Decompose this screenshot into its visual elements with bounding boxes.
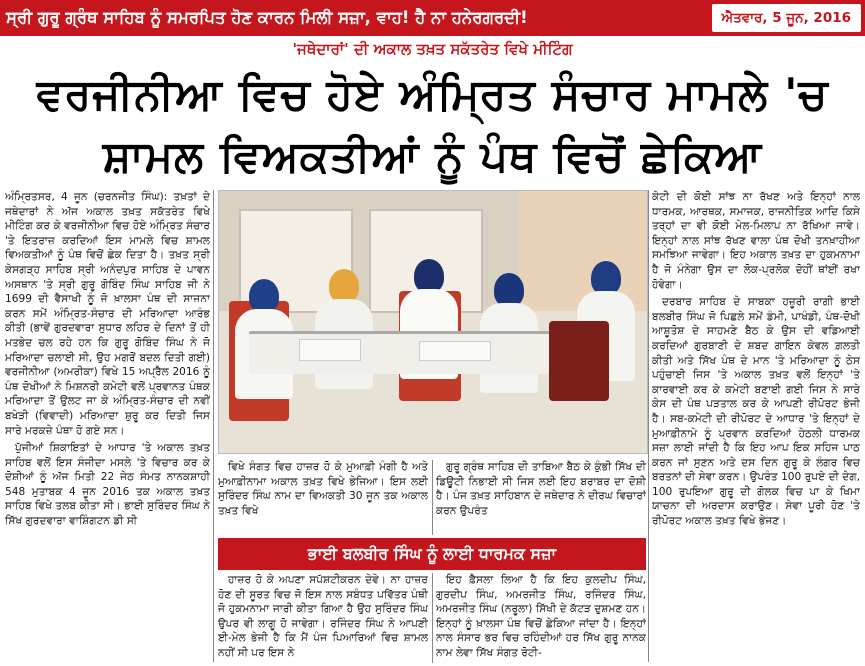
- photo-chair: [549, 321, 609, 401]
- body-paragraph: ਗੁਰੂ ਗ੍ਰੰਥ ਸਾਹਿਬ ਦੀ ਤਾਬਿਆ ਬੈਠ ਕੇ ਕੁੰਭੀ ਸਿੱਖ ਦੀ ਡਿਊਟੀ ਨਿਭਾਈ ਸੀ ਜਿਸ ਲਈ ਇਹ ਬਰਾਬਰ ਦਾ ਦੋਸ਼ੀ ਹੈ। ਪੰਜ ਤਖ਼ਤ ਸਾਹਿਬਾਨ ਦੇ ਜਥੇਦਾਰ ਨੇ ਦੀਰਘ ਵਿਚਾਰਾਂ ਕਰਨ ਉਪਰੰਤ: [436, 461, 646, 517]
- body-column-bottom-2: [436, 573, 646, 663]
- sub-headline: ਭਾਈ ਬਲਬੀਰ ਸਿੰਘ ਨੂੰ ਲਾਈ ਧਾਰਮਕ ਸਜ਼ਾ: [218, 538, 646, 570]
- article-kicker: 'ਜਥੇਦਾਰਾਂ' ਦੀ ਅਕਾਲ ਤਖ਼ਤ ਸਕੱਤਰੇਤ ਵਿਖੇ ਮੀਟਿੰਗ: [292, 40, 573, 58]
- body-paragraph: ਹਾਜ਼ਰ ਹੋ ਕੇ ਅਪਣਾ ਸਪੱਸ਼ਟੀਕਰਨ ਦੇਵੇ। ਨਾ ਹਾਜ਼ਰ ਹੋਣ ਦੀ ਸੂਰਤ ਵਿਚ ਜੋ ਇਸ ਨਾਲ ਸਬੰਧਤ ਪਵਿੱਤਰ ਪੰਥੀ ਜੋ ਹੁਕਮਨਾਮਾ ਜਾਰੀ ਕੀਤਾ ਗਿਆ ਹੈ ਉਹ ਸੁਰਿੰਦਰ ਸਿੰਘ ਉਪਰ ਵੀ ਲਾਗੂ ਹੋ ਜਾਵੇਗਾ। ਰਜਿੰਦਰ ਸਿੰਘ ਨੇ ਆਪਣੀ ਈ-ਮੇਲ ਭੇਜੀ ਹੈ ਕਿ ਮੈਂ ਪੰਜ ਪਿਆਰਿਆਂ ਵਿਚ ਸ਼ਾਮਲ ਨਹੀਂ ਸੀ ਪਰ ਇਸ ਨੇ: [218, 574, 428, 659]
- body-paragraph: ਕੇਟੀ ਦੀ ਕੋਈ ਸਾਂਝ ਨਾ ਰੱਖਣ ਅਤੇ ਇਨ੍ਹਾਂ ਨਾਲ ਧਾਰਮਕ, ਆਰਥਕ, ਸਮਾਜਕ, ਰਾਜਨੀਤਿਕ ਆਦਿ ਕਿਸੇ ਤਰ੍ਹਾਂ ਦਾ ਵੀ ਕੋਈ ਮੇਲ-ਮਿਲਾਪ ਨਾ ਰੱਖਿਆ ਜਾਵੇ। ਇਨ੍ਹਾਂ ਨਾਲ ਸਾਂਝ ਰੱਖਣ ਵਾਲਾ ਪੰਥ ਦੋਖੀ ਤਨਖ਼ਾਹੀਆ ਸਮਝਿਆ ਜਾਵੇਗਾ। ਇਹ ਅਕਾਲ ਤਖ਼ਤ ਦਾ ਹੁਕਮਨਾਮਾ ਹੈ ਜੋ ਮੰਨੇਗਾ ਉਸ ਦਾ ਲੋਕ-ਪ੍ਰਲੋਕ ਦੋਹੀਂ ਥਾਂਈਂ ਰਖਾ ਹੋਵੇਗਾ।: [652, 191, 860, 291]
- banner-headline: ਸ੍ਰੀ ਗੁਰੂ ਗ੍ਰੰਥ ਸਾਹਿਬ ਨੂੰ ਸਮਰਪਿਤ ਹੋਣ ਕਾਰਨ ਮਿਲੀ ਸਜ਼ਾ, ਵਾਹ! ਹੈ ਨਾ ਹਨੇਰਗਰਦੀ!: [6, 8, 528, 27]
- body-paragraph: ਇਹ ਫ਼ੈਸਲਾ ਲਿਆ ਹੈ ਕਿ ਇਹ ਕੁਲਦੀਪ ਸਿੰਘ, ਗੁਰਦੀਪ ਸਿੰਘ, ਅਮਰਜੀਤ ਸਿੰਘ, ਰਜਿੰਦਰ ਸਿੰਘ, ਅਮਰਜੀਤ ਸਿੰਘ (ਨਰੂਲਾ) ਸਿੱਖੀ ਦੇ ਕੱਟੜ ਦੁਸ਼ਮਣ ਹਨ। ਇਨ੍ਹਾਂ ਨੂੰ ਖ਼ਾਲਸਾ ਪੰਥ ਵਿਚੋਂ ਛੇਕਿਆ ਜਾਂਦਾ ਹੈ। ਇਨ੍ਹਾਂ ਨਾਲ ਸੰਸਾਰ ਭਰ ਵਿਚ ਰਹਿੰਦੀਆਂ ਹਰ ਸਿੱਖ ਗੁਰੂ ਨਾਨਕ ਨਾਮ ਲੇਵਾ ਸਿੱਖ ਸੰਗਤ ਰੋਟੀ-: [436, 574, 646, 659]
- body-column-right: [652, 190, 860, 530]
- photo-papers: [299, 339, 361, 361]
- body-paragraph: ਅੰਮ੍ਰਿਤਸਰ, 4 ਜੂਨ (ਚਰਨਜੀਤ ਸਿੰਘ): ਤਖ਼ਤਾਂ ਦੇ ਜਥੇਦਾਰਾਂ ਨੇ ਅੱਜ ਅਕਾਲ ਤਖ਼ਤ ਸਕੱਤਰੇਤ ਵਿਖੇ ਮੀਟਿੰਗ ਕਰ ਕੇ ਵਰਜੀਨੀਆ ਵਿਚ ਹੋਏ ਅੰਮ੍ਰਿਤ ਸੰਚਾਰ 'ਤੇ ਇਤਰਾਜ਼ ਕਰਦਿਆਂ ਇਸ ਮਾਮਲੇ ਵਿਚ ਸ਼ਾਮਲ ਵਿਅਕਤੀਆਂ ਨੂੰ ਪੰਥ ਵਿਚੋਂ ਛੇਕ ਦਿਤਾ ਹੈ। ਤਖ਼ਤ ਸ੍ਰੀ ਕੇਸਗੜ੍ਹ ਸਾਹਿਬ ਸ੍ਰੀ ਅਨੰਦਪੁਰ ਸਾਹਿਬ ਦੇ ਪਾਵਨ ਅਸਥਾਨ 'ਤੇ ਸ੍ਰੀ ਗੁਰੂ ਗੋਬਿੰਦ ਸਿੰਘ ਸਾਹਿਬ ਜੀ ਨੇ 1699 ਦੀ ਵੈਸਾਖੀ ਨੂੰ ਜੋ ਖ਼ਾਲਸਾ ਪੰਥ ਦੀ ਸਾਜਨਾ ਕਰਨ ਸਮੇਂ ਅੰਮ੍ਰਿਤ-ਸੰਚਾਰ ਦੀ ਮਰਿਆਦਾ ਆਰੰਭ ਕੀਤੀ (ਭਾਵੇਂ ਗੁਰਦਵਾਰਾ ਸੁਧਾਰ ਲਹਿਰ ਦੇ ਦਿਨਾਂ ਤੋਂ ਹੀ ਮਤਭੇਦ ਚਲ ਰਹੇ ਹਨ ਕਿ ਗੁਰੂ ਗੋਬਿੰਦ ਸਿੰਘ ਨੇ ਜੋ ਮਰਿਆਦਾ ਚਲਾਈ ਸੀ, ਉਹ ਮਗਰੋਂ ਬਦਲ ਦਿਤੀ ਗਈ) ਵਰਜੀਨੀਆ (ਅਮਰੀਕਾ) ਵਿਖੇ 15 ਅਪ੍ਰੈਲ 2016 ਨੂੰ ਪੰਥ ਦੋਖੀਆਂ ਨੇ ਮਿਸ਼ਨਰੀ ਕਮੇਟੀ ਵਲੋਂ ਪ੍ਰਵਾਨਤ ਪੰਥਕ ਮਰਿਆਦਾ ਤੋਂ ਉਲਟ ਜਾ ਕੇ ਅੰਮ੍ਰਿਤ-ਸੰਚਾਰ ਦੀ ਨਵੀਂ ਬਖੇੜੀ (ਵਿਵਾਦੀ) ਮਰਿਆਦਾ ਸ਼ੁਰੂ ਕਰ ਦਿਤੀ ਜਿਸ ਸਾਰੇ ਮਰਕਜ਼ੇ ਪੰਥਾ ਹੋ ਗਏ ਸਨ।: [5, 191, 210, 437]
- body-column-left: [5, 190, 210, 662]
- photo-window: [519, 191, 647, 311]
- column-rule: [648, 190, 649, 662]
- body-paragraph: ਦਰਬਾਰ ਸਾਹਿਬ ਦੇ ਸਾਬਕਾ ਹਜ਼ੂਰੀ ਰਾਗੀ ਭਾਈ ਬਲਬੀਰ ਸਿੰਘ ਜੋ ਪਿਛਲੇ ਸਮੇਂ ਡੰਮੀ, ਪਾਖੰਡੀ, ਪੰਥ-ਦੋਖੀ ਆਸ਼ੂਤੋਸ਼ ਦੇ ਸਾਹਮਣੇ ਬੈਠ ਕੇ ਉਸ ਦੀ ਵਡਿਆਈ ਕਰਦਿਆਂ ਗੁਰਬਾਣੀ ਦੇ ਸ਼ਬਦ ਗਾਇਨ ਕੇਵਲ ਗ਼ਲਤੀ ਕੀਤੀ ਅਤੇ ਸਿੱਖ ਪੰਥ ਦੇ ਮਾਨ 'ਤੇ ਮਰਿਆਦਾ ਨੂੰ ਠੇਸ ਪਹੁੰਚਾਈ ਜਿਸ 'ਤੇ ਅਕਾਲ ਤਖ਼ਤ ਵਲੋਂ ਇਨ੍ਹਾਂ 'ਤੇ ਕਾਰਵਾਈ ਕਰ ਕੇ ਕਮੇਟੀ ਬਣਾਈ ਗਈ ਜਿਸ ਨੇ ਸਾਰੇ ਕੇਸ ਦੀ ਪੰਥ ਪੜਤਾਲ ਕਰ ਕੇ ਆਪਣੀ ਰੀਪੋਰਟ ਭੇਜੀ ਹੈ। ਸਬ-ਕਮੇਟੀ ਦੀ ਰੀਪੋਰਟ ਦੇ ਆਧਾਰ 'ਤੇ ਇਨ੍ਹਾਂ ਦੇ ਮੁਆਫ਼ੀਨਾਮੇ ਨੂੰ ਪ੍ਰਵਾਨ ਕਰਦਿਆਂ ਹੇਠਲੀ ਧਾਰਮਕ ਸਜ਼ਾ ਲਾਈ ਜਾਂਦੀ ਹੈ ਕਿ ਇਹ ਆਪ ਇਕ ਸਹਿਜ ਪਾਠ ਕਰਨ ਜਾਂ ਸੁਣਨ ਅਤੇ ਦਸ ਦਿਨ ਗੁਰੂ ਕੇ ਲੰਗਰ ਵਿਚ ਬਰਤਨਾਂ ਦੀ ਸੇਵਾ ਕਰਨ। ਉਪਰੰਤ 100 ਰੁਪਏ ਦੀ ਦੇਗ, 100 ਰੁਪਇਆ ਗੁਰੂ ਦੀ ਗੋਲਕ ਵਿਚ ਪਾ ਕੇ ਖਿਮਾ ਯਾਚਨਾ ਦੀ ਅਰਦਾਸ ਕਰਾਉਣ। ਸੇਵਾ ਪੂਰੀ ਹੋਣ 'ਤੇ ਰੀਪੋਰਟ ਅਕਾਲ ਤਖ਼ਤ ਵਿਖੇ ਭੇਜਣ।: [652, 296, 860, 528]
- meeting-photo: [218, 190, 648, 454]
- column-rule: [432, 573, 433, 663]
- body-column-bottom-1: [218, 573, 428, 663]
- photo-papers: [419, 341, 491, 361]
- headline-line-2: ਸ਼ਾਮਲ ਵਿਅਕਤੀਆਂ ਨੂੰ ਪੰਥ ਵਿਚੋਂ ਛੇਕਿਆ: [102, 132, 763, 182]
- body-paragraph: ਵਿਖੇ ਸੰਗਤ ਵਿਚ ਹਾਜ਼ਰ ਹੋ ਕੇ ਮੁਆਫ਼ੀ ਮੰਗੀ ਹੈ ਅਤੇ ਮੁਆਫ਼ੀਨਾਮਾ ਅਕਾਲ ਤਖ਼ਤ ਵਿਖੇ ਭੇਜਿਆ। ਇਸ ਲਈ ਸੁਰਿੰਦਰ ਸਿੰਘ ਨਾਮ ਦਾ ਵਿਅਕਤੀ 30 ਜੂਨ ਤਕ ਅਕਾਲ ਤਖ਼ਤ ਵਿਖੇ: [218, 461, 428, 517]
- body-paragraph: ਪੁੱਜੀਆਂ ਸ਼ਿਕਾਇਤਾਂ ਦੇ ਆਧਾਰ 'ਤੇ ਅਕਾਲ ਤਖ਼ਤ ਸਾਹਿਬ ਵਲੋਂ ਇਸ ਸੰਜੀਦਾ ਮਸਲੇ 'ਤੇ ਵਿਚਾਰ ਕਰ ਕੇ ਦੋਸ਼ੀਆਂ ਨੂੰ ਅੱਜ ਮਿਤੀ 22 ਜੇਠ ਸੰਮਤ ਨਾਨਕਸ਼ਾਹੀ 548 ਮੁਤਾਬਕ 4 ਜੂਨ 2016 ਤਕ ਅਕਾਲ ਤਖ਼ਤ ਸਾਹਿਬ ਵਿਖੇ ਤਲਬ ਕੀਤਾ ਸੀ। ਭਾਈ ਸੁਰਿੰਦਰ ਸਿੰਘ ਨੇ ਸਿੱਖ ਗੁਰਦਵਾਰਾ ਵਾਸ਼ਿੰਗਟਨ ਡੀ ਸੀ: [5, 442, 210, 528]
- top-banner: [0, 0, 865, 36]
- dateline: ਐਤਵਾਰ, 5 ਜੂਨ, 2016: [712, 4, 861, 32]
- column-rule: [432, 460, 433, 535]
- headline-line-1: ਵਰਜੀਨੀਆ ਵਿਚ ਹੋਏ ਅੰਮ੍ਰਿਤ ਸੰਚਾਰ ਮਾਮਲੇ 'ਚ: [36, 70, 829, 120]
- column-rule: [213, 190, 214, 662]
- main-headline: [0, 64, 865, 188]
- photo-table: [249, 331, 549, 374]
- body-column-mid-1: [218, 460, 428, 535]
- body-column-mid-2: [436, 460, 646, 535]
